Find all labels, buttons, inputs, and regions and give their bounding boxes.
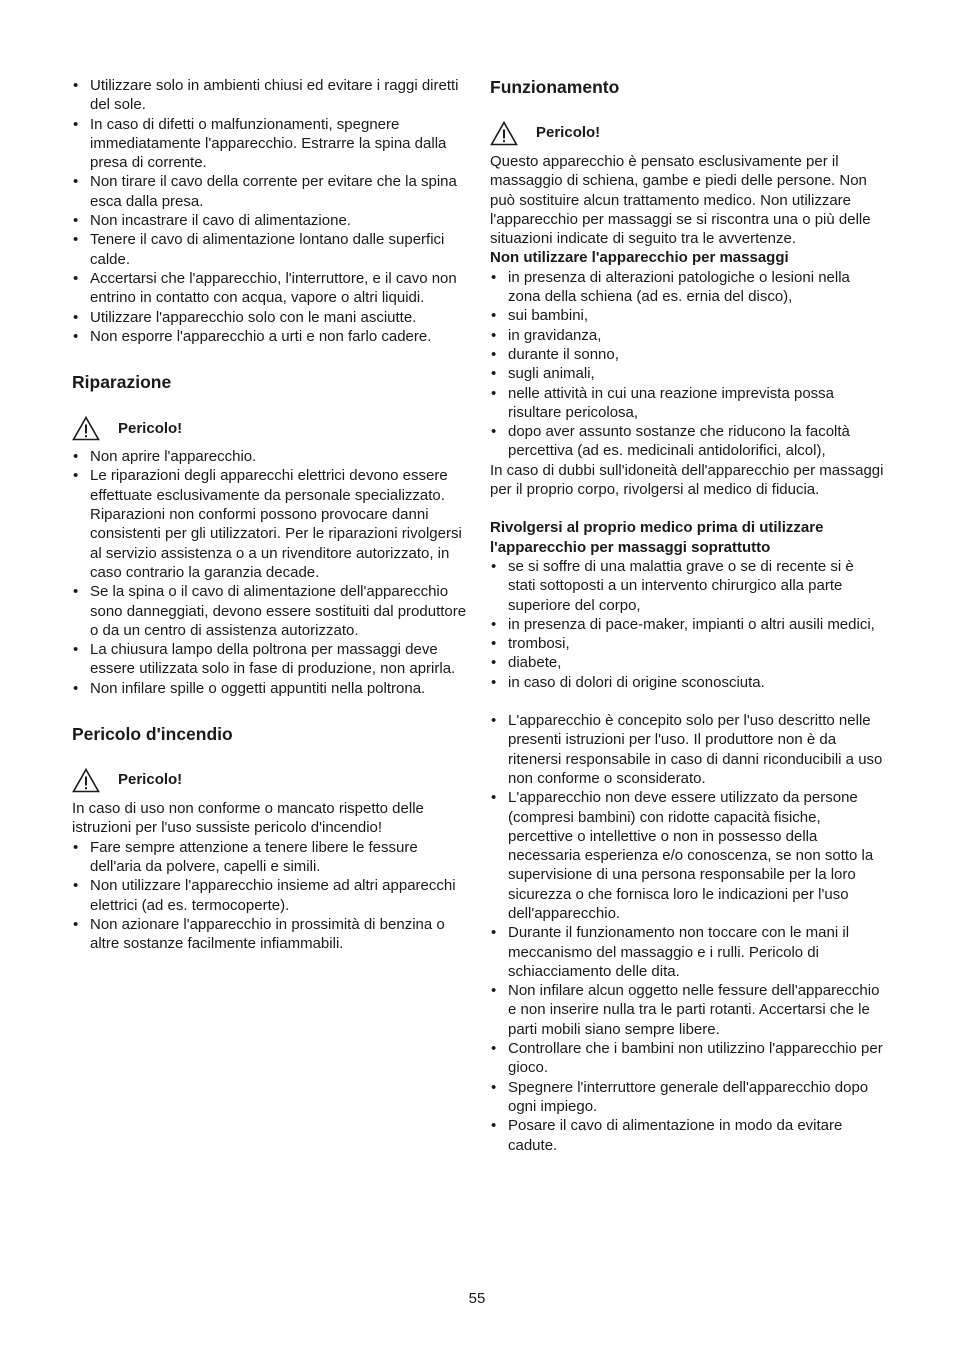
warning-text: Pericolo!: [118, 771, 183, 789]
doctor-title: Rivolgersi al proprio medico prima di utilizzare l'apparecchio per massaggi soprattutto: [490, 519, 824, 556]
list-item: • sugli animali,: [490, 364, 885, 383]
list-item: • diabete,: [490, 653, 885, 672]
list-item: • Se la spina o il cavo di alimentazione dell'apparecchio sono danneggiati, devono essere sostituiti dal produttore o da un centro di assistenza autorizzato.: [72, 582, 470, 640]
list-item: • in gravidanza,: [490, 326, 885, 345]
left-column: [72, 76, 470, 953]
list-item: • In caso di difetti o malfunzionamenti, spegnere immediatamente l'apparecchio. Estrarre la spina dalla presa di corrente.: [72, 115, 470, 173]
warning-label: [72, 767, 470, 793]
warning-label: [490, 120, 885, 146]
warning-icon: [72, 416, 100, 441]
section-heading-incendio: Pericolo d'incendio: [72, 724, 233, 745]
section-heading-funzionamento: Funzionamento: [490, 77, 620, 97]
list-item: • Le riparazioni degli apparecchi elettrici devono essere effettuate esclusivamente da personale specializzato. Riparazioni non conformi possono provocare danni consistenti per gli utilizzatori. Per le riparazioni rivolgersi al servizio assistenza o a un rivenditore autorizzato, in caso contrario la garanzia decade.: [72, 466, 470, 582]
warning-text: Pericolo!: [536, 124, 601, 142]
list-item: • Non esporre l'apparecchio a urti e non farlo cadere.: [72, 327, 470, 346]
doubt-paragraph: In caso di dubbi sull'idoneità dell'apparecchio per massaggi per il proprio corpo, rivolgersi al medico di fiducia.: [490, 461, 884, 499]
right-column: [490, 76, 885, 1155]
incendio-list: [72, 838, 470, 954]
no-use-list: [490, 268, 885, 461]
list-item: • durante il sonno,: [490, 345, 885, 364]
warning-text: Pericolo!: [118, 419, 183, 437]
list-item: • nelle attività in cui una reazione imprevista possa risultare pericolosa,: [490, 384, 885, 423]
list-item: • Non infilare spille o oggetti appuntiti nella poltrona.: [72, 679, 470, 698]
list-item: • Non aprire l'apparecchio.: [72, 447, 470, 466]
doctor-list: [490, 557, 885, 692]
list-item: • Durante il funzionamento non toccare con le mani il meccanismo del massaggio e i rulli. Pericolo di schiacciamento delle dita.: [490, 923, 885, 981]
incendio-paragraph: In caso di uso non conforme o mancato rispetto delle istruzioni per l'uso sussiste pericolo d'incendio!: [72, 800, 424, 837]
warning-label: [72, 415, 470, 441]
list-item: • Spegnere l'interruttore generale dell'apparecchio dopo ogni impiego.: [490, 1078, 885, 1117]
section-heading-riparazione: Riparazione: [72, 372, 172, 393]
list-item: • in caso di dolori di origine sconosciuta.: [490, 673, 885, 692]
list-item: • se si soffre di una malattia grave o se di recente si è stati sottoposti a un intervento chirurgico alla parte superiore del corpo,: [490, 557, 885, 615]
list-item: • Non azionare l'apparecchio in prossimità di benzina o altre sostanze facilmente infiammabili.: [72, 915, 470, 954]
list-item: • Non infilare alcun oggetto nelle fessure dell'apparecchio e non inserire nulla tra le parti rotanti. Accertarsi che le parti mobili siano sempre libere.: [490, 981, 885, 1039]
list-item: • Non utilizzare l'apparecchio insieme ad altri apparecchi elettrici (ad es. termocoperte).: [72, 876, 470, 915]
riparazione-list: [72, 447, 470, 698]
list-item: • trombosi,: [490, 634, 885, 653]
list-item: • in presenza di alterazioni patologiche o lesioni nella zona della schiena (ad es. ernia del disco),: [490, 268, 885, 307]
list-item: • Fare sempre attenzione a tenere libere le fessure dell'aria da polvere, capelli e simili.: [72, 838, 470, 877]
safety-list: [72, 76, 470, 346]
list-item: • in presenza di pace-maker, impianti o altri ausili medici,: [490, 615, 885, 634]
list-item: • Controllare che i bambini non utilizzino l'apparecchio per gioco.: [490, 1039, 885, 1078]
list-item: • L'apparecchio non deve essere utilizzato da persone (compresi bambini) con ridotte capacità fisiche, percettive o intellettive o non in possesso della necessaria esperienza e/o conoscenza, se non sotto la supervisione di una persona responsabile per la loro sicurezza o che fornisca loro le indicazioni per l'uso dell'apparecchio.: [490, 788, 885, 923]
list-item: • La chiusura lampo della poltrona per massaggi deve essere utilizzata solo in fase di produzione, non aprirla.: [72, 640, 470, 679]
no-use-title: Non utilizzare l'apparecchio per massaggi: [490, 249, 789, 267]
list-item: • Accertarsi che l'apparecchio, l'interruttore, e il cavo non entrino in contatto con acqua, vapore o altri liquidi.: [72, 269, 470, 308]
intro-paragraph: Questo apparecchio è pensato esclusivamente per il massaggio di schiena, gambe e piedi delle persone. Non può sostituire alcun trattamento medico. Non utilizzare l'apparecchio per massaggi se si riscontra una o più delle situazioni indicate di seguito tra le avvertenze.: [490, 153, 871, 248]
list-item: • L'apparecchio è concepito solo per l'uso descritto nelle presenti istruzioni per l'uso. Il produttore non è da ritenersi responsabile in caso di danni riconducibili a uso non conforme o sconsiderato.: [490, 711, 885, 788]
page-number: 55: [468, 1290, 486, 1307]
list-item: • Utilizzare l'apparecchio solo con le mani asciutte.: [72, 308, 470, 327]
warning-icon: [72, 768, 100, 793]
warning-icon: [490, 121, 518, 146]
list-item: • Posare il cavo di alimentazione in modo da evitare cadute.: [490, 1116, 885, 1155]
list-item: • dopo aver assunto sostanze che riducono la facoltà percettiva (ad es. medicinali antidolorifici, alcol),: [490, 422, 885, 461]
general-safety-list: [490, 711, 885, 1155]
list-item: • Non incastrare il cavo di alimentazione.: [72, 211, 470, 230]
list-item: • Non tirare il cavo della corrente per evitare che la spina esca dalla presa.: [72, 172, 470, 211]
list-item: • Utilizzare solo in ambienti chiusi ed evitare i raggi diretti del sole.: [72, 76, 470, 115]
list-item: • sui bambini,: [490, 306, 885, 325]
list-item: • Tenere il cavo di alimentazione lontano dalle superfici calde.: [72, 230, 470, 269]
